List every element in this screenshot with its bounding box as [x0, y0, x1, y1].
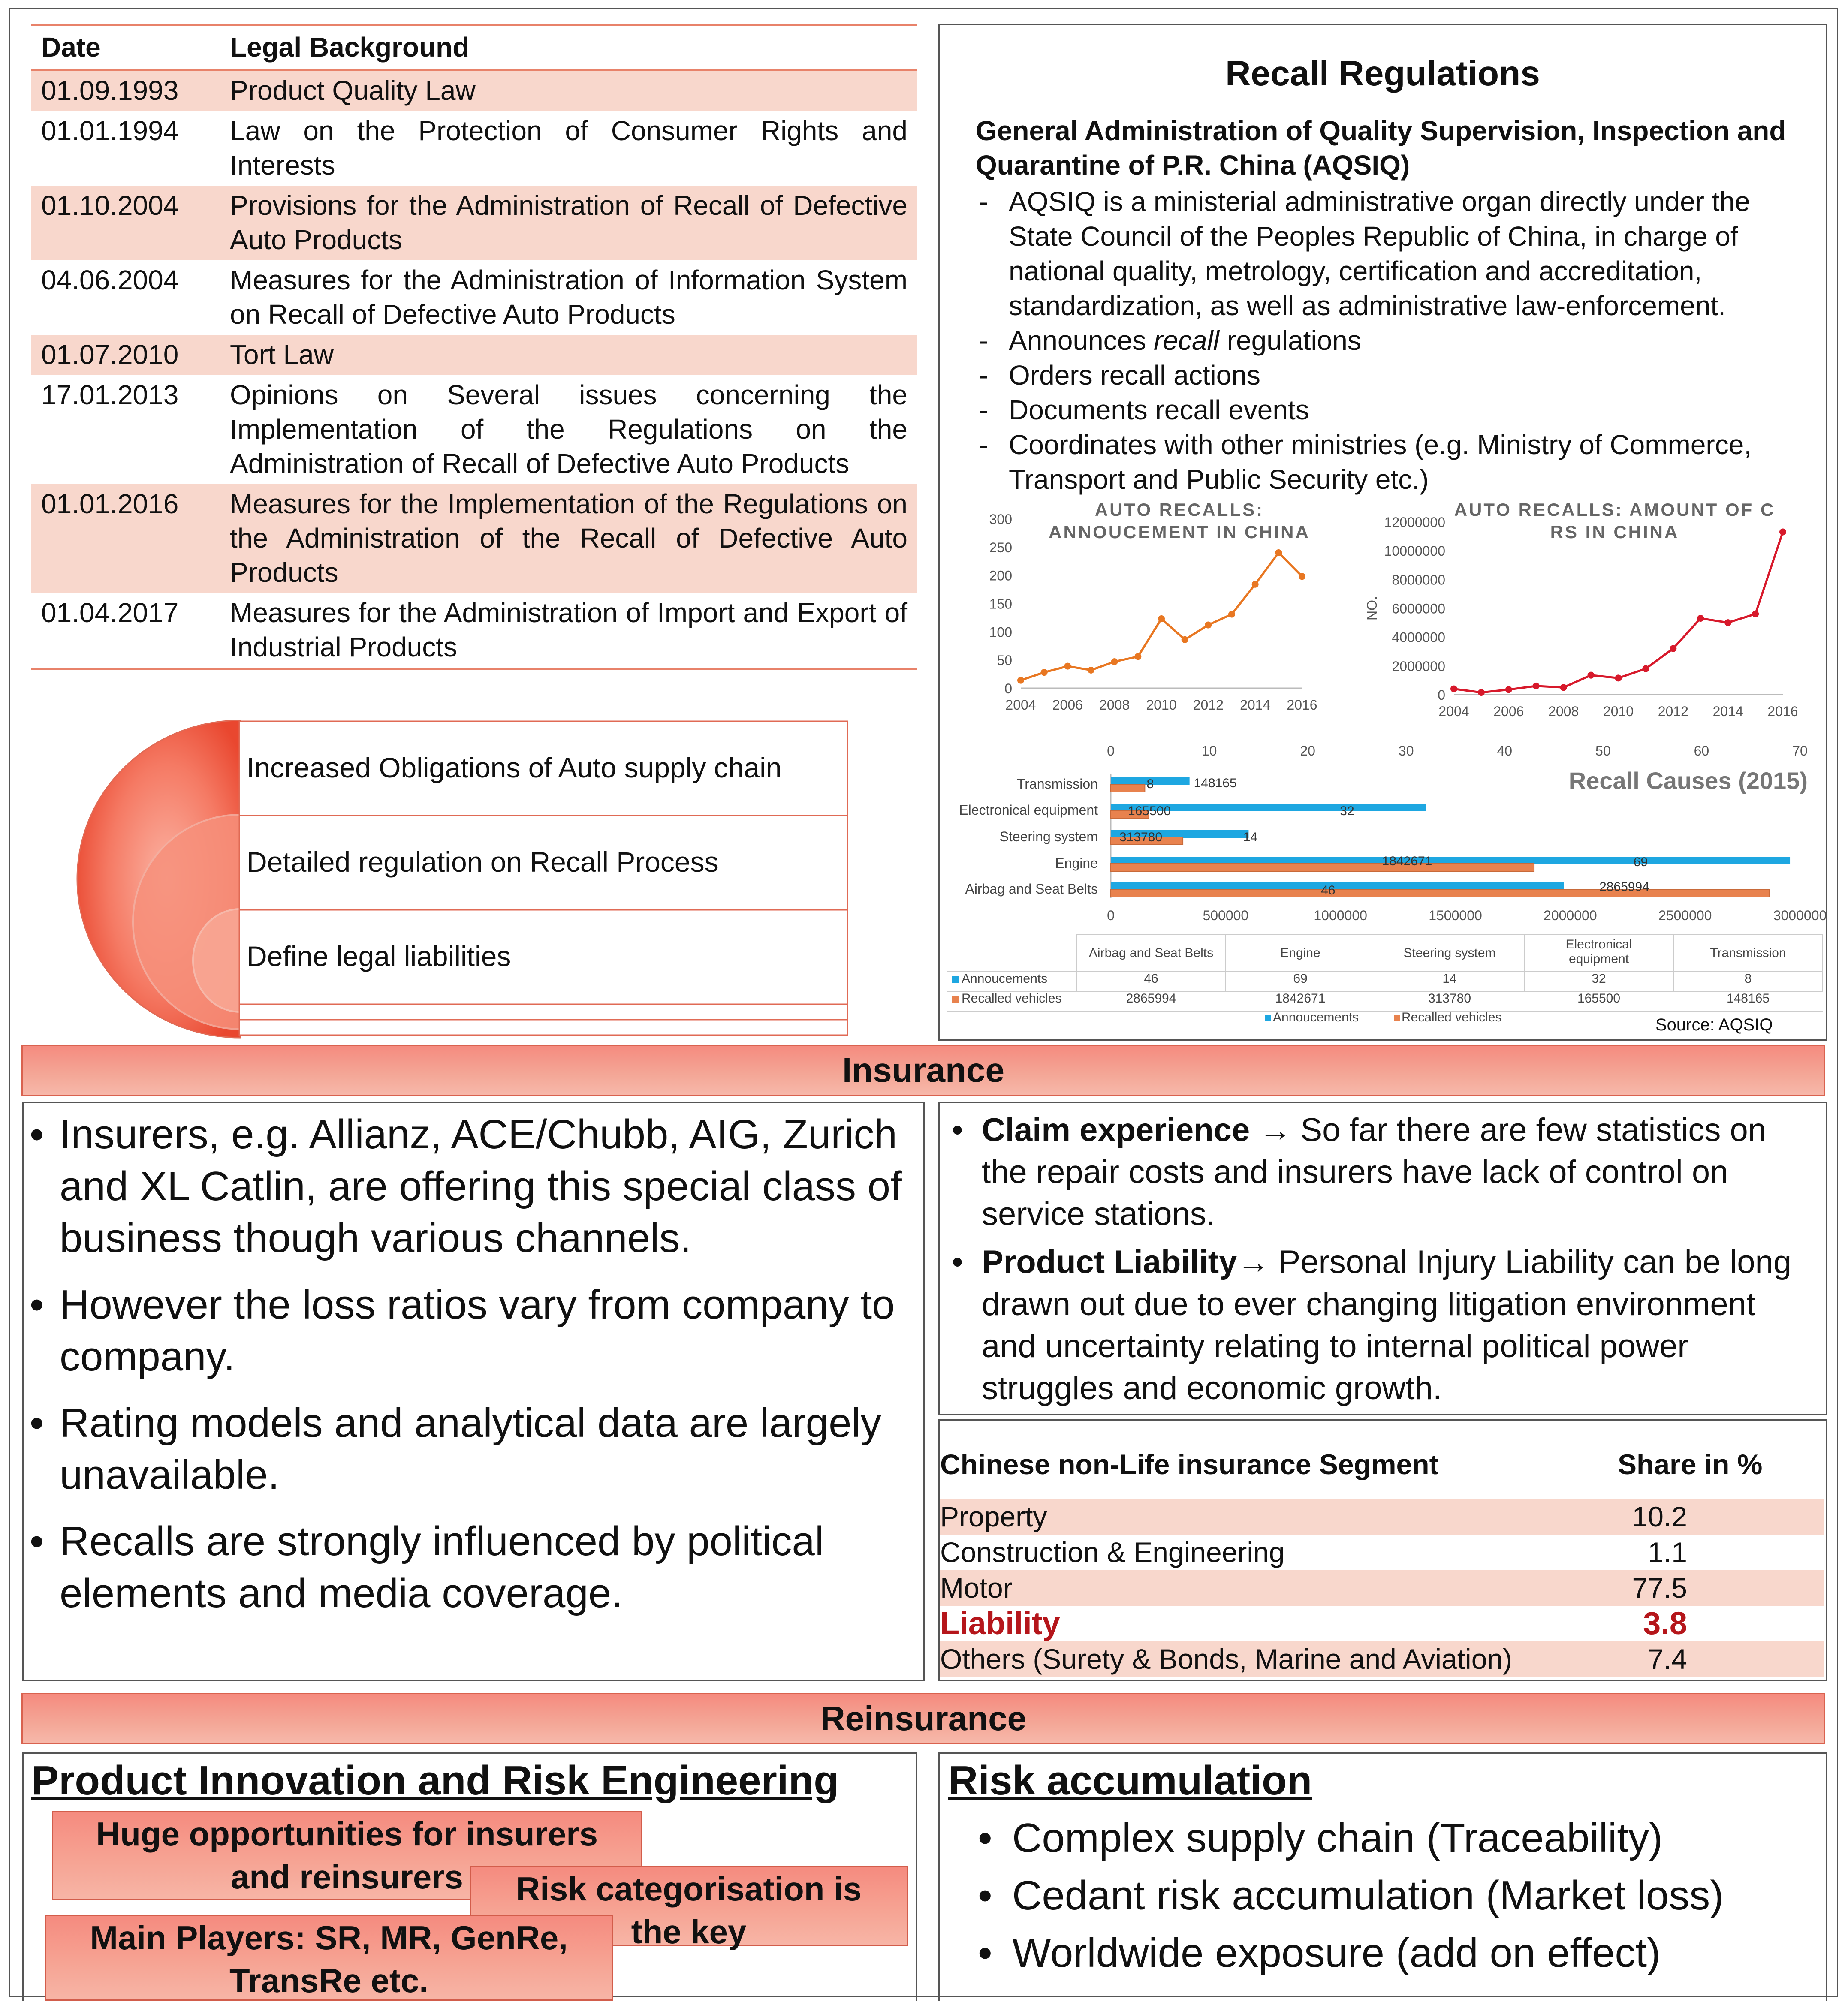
bottom-axis-tick: 1000000: [1314, 908, 1367, 923]
bottom-axis-tick: 500000: [1203, 908, 1249, 923]
legal-text: Measures for the Implementation of the Regulations on the Administration of the Recall of Defective Auto Products: [230, 488, 907, 588]
legal-date: 01.01.1994: [41, 115, 179, 146]
data-point: [1064, 663, 1071, 670]
data-table-cell: 32: [1592, 972, 1606, 986]
opportunities-pill: Huge opportunities for insurers and reinsurers: [52, 1811, 642, 1900]
data-point: [1252, 581, 1259, 588]
funnel-label-legal-liabilities: Define legal liabilities: [247, 940, 511, 972]
segment-name: Property: [940, 1501, 1047, 1532]
data-point: [1724, 619, 1731, 626]
insurance-bullet: • Recalls are strongly influenced by political elements and media coverage.: [60, 1515, 923, 1619]
data-point: [1560, 684, 1567, 691]
x-tick-label: 2016: [1767, 704, 1798, 719]
risk-accumulation-title: Risk accumulation: [948, 1758, 1312, 1803]
table-header-row: [31, 26, 917, 71]
aqsiq-duty-text: AQSIQ is a ministerial administrative organ directly under the State Council of the Peoples Republic of China, in charge of national quality, metrology, certification and accreditation, standardization, as well as administrative law-enforcement.: [1009, 186, 1750, 321]
legal-date: 17.01.2013: [41, 379, 179, 410]
top-axis-tick: 60: [1694, 743, 1709, 759]
data-point: [1450, 686, 1457, 692]
top-axis-tick: 40: [1497, 743, 1513, 759]
segment-name: Others (Surety & Bonds, Marine and Aviation): [940, 1643, 1513, 1675]
legal-text: Measures for the Administration of Information System on Recall of Defective Auto Products: [230, 265, 907, 330]
aqsiq-duty: [976, 393, 1816, 427]
y-tick-label: 4000000: [1392, 629, 1445, 645]
data-label-annoucements: 8: [1146, 777, 1154, 791]
category-label: Electronical equipment: [959, 802, 1098, 818]
y-tick-label: 0: [1004, 681, 1012, 696]
y-tick-label: 0: [1438, 687, 1445, 703]
segment-row: [940, 1606, 1824, 1641]
data-table-cell: 8: [1744, 972, 1752, 986]
data-table-column-header: Transmission: [1710, 946, 1786, 960]
risk-categorisation-pill: Risk categorisation is the key: [470, 1866, 908, 1946]
funnel-label-obligations: Increased Obligations of Auto supply chain: [247, 752, 782, 783]
recall-regulations-title: Recall Regulations: [1225, 54, 1540, 93]
data-point: [1670, 645, 1676, 652]
segment-share: 1.1: [1648, 1536, 1687, 1568]
insurance-bullet: • Insurers, e.g. Allianz, ACE/Chubb, AIG, Zurich and XL Catlin, are offering this special class of business though various channels.: [60, 1108, 923, 1264]
funnel-label-recall-process: Detailed regulation on Recall Process: [247, 846, 719, 878]
data-label-recalled-vehicles: 1842671: [1382, 854, 1432, 868]
segment-row: [940, 1641, 1824, 1677]
data-label-recalled-vehicles: 2865994: [1599, 880, 1649, 894]
y-tick-label: 200: [989, 568, 1012, 584]
data-point: [1275, 549, 1282, 556]
data-table-cell: 46: [1144, 972, 1158, 986]
data-table-cell: 69: [1293, 972, 1308, 986]
data-point: [1697, 615, 1704, 622]
data-point: [1111, 658, 1118, 665]
risk-item: • Complex supply chain (Traceability): [978, 1809, 1724, 1867]
segment-header-label: Chinese non-Life insurance Segment: [940, 1448, 1439, 1480]
data-label-annoucements: 14: [1243, 830, 1258, 844]
top-axis-tick: 10: [1201, 743, 1217, 759]
chart-title: RS IN CHINA: [1550, 522, 1679, 542]
x-tick-label: 2014: [1712, 704, 1743, 719]
segment-name: Liability: [940, 1605, 1060, 1641]
risk-bullet-heading: Product Liability→: [982, 1244, 1270, 1280]
insurance-left-panel: [22, 1102, 925, 1681]
top-axis-tick: 30: [1398, 743, 1414, 759]
data-point: [1088, 667, 1094, 674]
legal-row: [31, 71, 917, 111]
segment-table-header: [940, 1447, 1824, 1481]
header-date: Date: [41, 32, 101, 63]
category-label: Transmission: [1016, 776, 1098, 792]
legend-key: [1394, 1015, 1400, 1021]
insurance-right-panel: [938, 1102, 1827, 1415]
legal-text: Provisions for the Administration of Recall of Defective Auto Products: [230, 190, 907, 255]
legal-text: Measures for the Administration of Import and Export of Industrial Products: [230, 597, 907, 662]
x-tick-label: 2010: [1603, 704, 1634, 719]
data-table-cell: 14: [1442, 972, 1457, 986]
x-tick-label: 2008: [1548, 704, 1579, 719]
x-tick-label: 2004: [1005, 697, 1036, 713]
main-players-pill: Main Players: SR, MR, GenRe, TransRe etc.: [45, 1915, 613, 2001]
chart-title: ANNOUCEMENT IN CHINA: [1049, 522, 1310, 542]
category-label: Steering system: [999, 829, 1098, 844]
legal-date: 01.07.2010: [41, 339, 179, 370]
top-axis-tick: 20: [1300, 743, 1315, 759]
legal-date: 04.06.2004: [41, 265, 179, 295]
x-tick-label: 2008: [1099, 697, 1130, 713]
x-tick-label: 2012: [1193, 697, 1224, 713]
chart-recalled-cars: [1357, 500, 1798, 723]
risk-bullet-text: So far there are few statistics on the repair costs and insurers have lack of control on service stations.: [982, 1112, 1767, 1232]
category-label: Engine: [1055, 855, 1098, 871]
legal-text: Product Quality Law: [230, 75, 476, 106]
data-table-row-label: Annoucements: [962, 972, 1048, 986]
data-table-row-label: Recalled vehicles: [962, 991, 1062, 1006]
segment-name: Construction & Engineering: [940, 1536, 1285, 1568]
legal-date: 01.04.2017: [41, 597, 179, 628]
aqsiq-duty-text: Documents recall events: [1009, 394, 1309, 425]
data-point: [1505, 686, 1512, 693]
data-table-column-header: Airbag and Seat Belts: [1088, 946, 1214, 960]
data-point: [1642, 665, 1649, 672]
y-axis-label: NO.: [1364, 596, 1380, 620]
y-tick-label: 12000000: [1384, 515, 1445, 530]
data-point: [1588, 672, 1595, 679]
top-axis-tick: 70: [1792, 743, 1808, 759]
x-tick-label: 2004: [1438, 704, 1469, 719]
risk-accumulation-list: [978, 1809, 1724, 1982]
insurance-risk-bullets: [940, 1103, 1826, 1409]
aqsiq-duty: [976, 323, 1816, 358]
product-innovation-panel: [22, 1752, 917, 2001]
table-bottom-rule: [31, 668, 917, 670]
legal-text: Opinions on Several issues concerning the Implementation of the Regulations on the Administration of Recall of Defective Auto Products: [230, 379, 907, 479]
segment-share: 7.4: [1648, 1643, 1687, 1675]
x-tick-label: 2012: [1658, 704, 1688, 719]
risk-bullet: [982, 1241, 1804, 1409]
data-table-cell: 1842671: [1275, 991, 1326, 1006]
product-innovation-title: Product Innovation and Risk Engineering: [31, 1758, 839, 1803]
bottom-axis-tick: 2500000: [1658, 908, 1712, 923]
bottom-axis-tick: 2000000: [1544, 908, 1597, 923]
aqsiq-duty-text: Announces: [1009, 325, 1154, 356]
chart-title: AUTO RECALLS:: [1094, 500, 1264, 520]
data-point: [1017, 677, 1024, 684]
segment-row: [940, 1535, 1824, 1570]
bar-recalled-vehicles: [1111, 889, 1769, 897]
data-point: [1041, 669, 1048, 676]
y-tick-label: 250: [989, 539, 1012, 555]
data-point: [1752, 611, 1759, 617]
data-table-column-header: equipment: [1568, 952, 1629, 966]
legal-row: [31, 260, 917, 335]
legend-label: Annoucements: [1273, 1010, 1359, 1024]
legal-row: [31, 111, 917, 186]
x-tick-label: 2014: [1240, 697, 1271, 713]
segment-name: Motor: [940, 1572, 1013, 1604]
legal-date: 01.10.2004: [41, 190, 179, 221]
legal-row: [31, 484, 917, 593]
segment-share: 3.8: [1643, 1605, 1687, 1641]
y-tick-label: 150: [989, 596, 1012, 612]
x-tick-label: 2010: [1146, 697, 1177, 713]
risk-item: • Cedant risk accumulation (Market loss): [978, 1867, 1724, 1924]
y-tick-label: 100: [989, 624, 1012, 640]
aqsiq-duty: [976, 184, 1816, 323]
data-table-cell: 313780: [1428, 991, 1471, 1006]
data-point: [1228, 611, 1235, 618]
bar-recalled-vehicles: [1111, 784, 1145, 792]
bottom-axis-tick: 0: [1107, 908, 1115, 923]
y-tick-label: 2000000: [1392, 658, 1445, 674]
data-label-recalled-vehicles: 148165: [1194, 776, 1237, 790]
data-label-recalled-vehicles: 165500: [1127, 804, 1171, 818]
risk-item: • Worldwide exposure (add on effect): [978, 1924, 1724, 1982]
risk-bullet-heading: Claim experience →: [982, 1112, 1292, 1148]
y-tick-label: 300: [989, 512, 1012, 527]
legal-background-table: [31, 24, 917, 670]
legal-row: [31, 593, 917, 668]
data-table-cell: 2865994: [1126, 991, 1176, 1006]
bottom-axis-tick: 3000000: [1773, 908, 1827, 923]
chart-recall-announcements: [974, 500, 1329, 723]
top-axis-tick: 50: [1595, 743, 1611, 759]
segment-row: [940, 1499, 1824, 1535]
data-point: [1478, 689, 1485, 696]
data-point: [1205, 622, 1212, 629]
risk-bullet-text: Personal Injury Liability can be long drawn out due to ever changing litigation environment and uncertainty relating to internal political power struggles and economic growth.: [982, 1244, 1792, 1406]
data-table-cell: 165500: [1577, 991, 1621, 1006]
insurance-market-bullets: [24, 1103, 923, 1619]
segment-share: 77.5: [1632, 1572, 1687, 1604]
legal-row: [31, 335, 917, 375]
insurance-bullet: • However the loss ratios vary from company to company.: [60, 1279, 923, 1382]
share-header-label: Share in %: [1618, 1448, 1763, 1480]
aqsiq-duty-text: Coordinates with other ministries (e.g. Ministry of Commerce, Transport and Public Security etc.): [1009, 429, 1752, 495]
reinsurance-section-bar: Reinsurance: [21, 1693, 1825, 1744]
data-label-recalled-vehicles: 313780: [1119, 830, 1163, 844]
y-tick-label: 6000000: [1392, 601, 1445, 617]
data-table-cell: 148165: [1726, 991, 1770, 1006]
chart-recall-causes: [944, 738, 1827, 1038]
aqsiq-duty: [976, 358, 1816, 393]
top-axis-tick: 0: [1107, 743, 1115, 759]
insurance-section-bar: Insurance: [21, 1045, 1825, 1096]
aqsiq-heading: General Administration of Quality Supervision, Inspection and Quarantine of P.R. China (AQSIQ): [976, 115, 1786, 181]
data-table-legend-key: [952, 996, 959, 1003]
aqsiq-duties-list: [976, 184, 1816, 497]
chart-source: Source: AQSIQ: [1655, 1015, 1773, 1034]
y-tick-label: 50: [997, 653, 1012, 668]
aqsiq-duty-text-end: regulations: [1219, 325, 1361, 356]
data-label-annoucements: 46: [1321, 883, 1336, 897]
legal-date: 01.09.1993: [41, 75, 179, 106]
legend-label: Recalled vehicles: [1402, 1010, 1502, 1024]
insurance-bullet: • Rating models and analytical data are largely unavailable.: [60, 1397, 923, 1501]
liability-funnel: [77, 720, 849, 1038]
data-label-annoucements: 69: [1633, 855, 1648, 869]
y-tick-label: 8000000: [1392, 572, 1445, 588]
legal-row: [31, 375, 917, 484]
table-body: [31, 71, 917, 668]
risk-bullet: [982, 1109, 1804, 1235]
segment-row: [940, 1570, 1824, 1606]
x-tick-label: 2006: [1493, 704, 1524, 719]
legal-row: [31, 186, 917, 260]
data-point: [1615, 674, 1622, 681]
data-point: [1533, 683, 1540, 689]
data-point: [1299, 573, 1305, 580]
data-point: [1134, 653, 1141, 660]
data-label-annoucements: 32: [1340, 804, 1354, 818]
bottom-axis-tick: 1500000: [1429, 908, 1482, 923]
header-legal-background: Legal Background: [230, 32, 470, 63]
x-tick-label: 2006: [1052, 697, 1083, 713]
legal-text: Tort Law: [230, 339, 334, 370]
y-tick-label: 10000000: [1384, 543, 1445, 559]
segment-share: 10.2: [1632, 1501, 1687, 1532]
series-line: [1454, 532, 1783, 692]
x-tick-label: 2016: [1287, 697, 1317, 713]
data-table-legend-key: [952, 976, 959, 983]
data-point: [1779, 529, 1786, 536]
data-point: [1158, 615, 1165, 622]
legal-date: 01.01.2016: [41, 488, 179, 519]
chart-title: Recall Causes (2015): [1568, 767, 1808, 794]
chart-title: AUTO RECALLS: AMOUNT OF C: [1454, 500, 1776, 520]
aqsiq-duty-emphasis: recall: [1154, 325, 1219, 356]
aqsiq-duty: [976, 427, 1816, 497]
data-table-column-header: Engine: [1280, 946, 1320, 960]
bar-recalled-vehicles: [1111, 864, 1534, 871]
legend-key: [1265, 1015, 1271, 1021]
data-table-column-header: Electronical: [1565, 937, 1632, 951]
data-point: [1182, 636, 1188, 643]
aqsiq-duty-text: Orders recall actions: [1009, 360, 1260, 391]
data-table-column-header: Steering system: [1403, 946, 1496, 960]
legal-text: Law on the Protection of Consumer Rights and Interests: [230, 115, 907, 181]
category-label: Airbag and Seat Belts: [965, 881, 1098, 897]
